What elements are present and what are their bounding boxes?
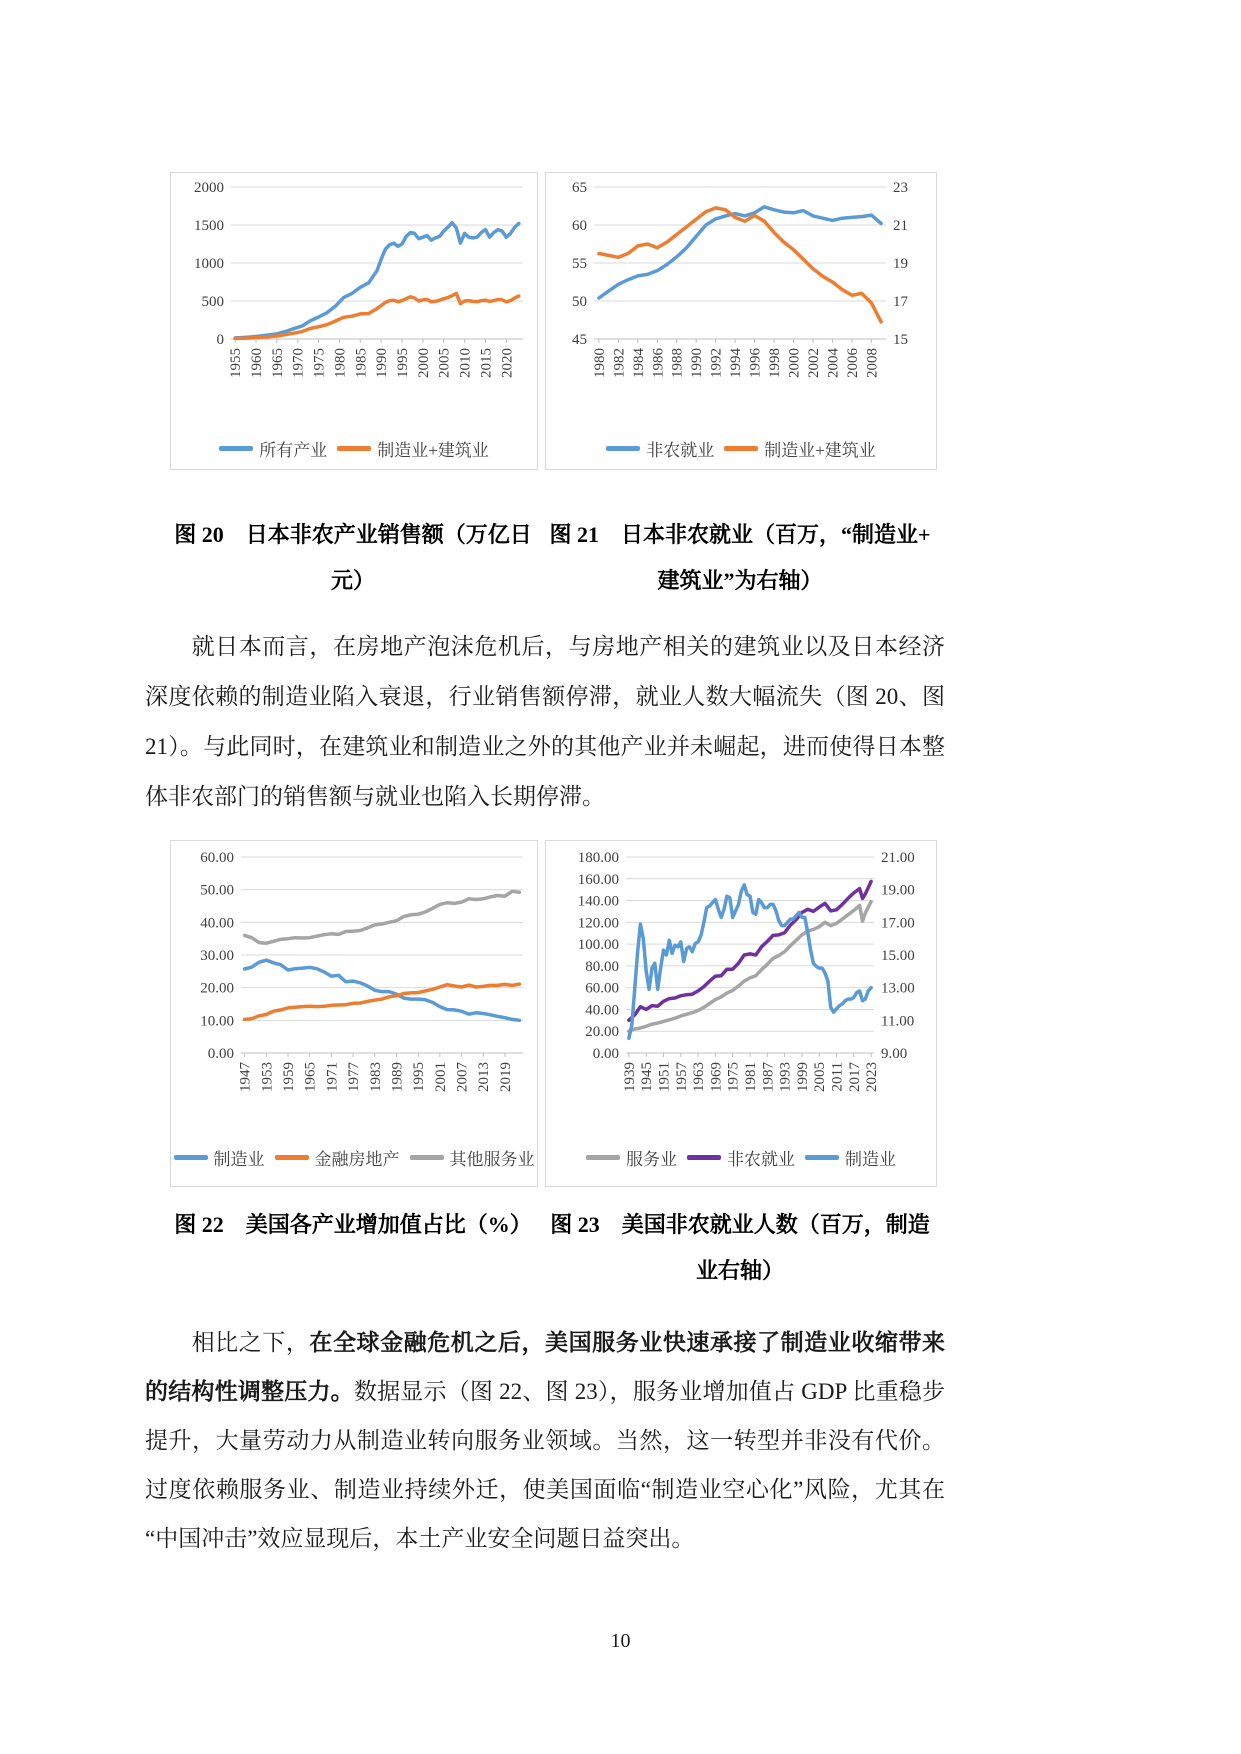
figure-22-canvas — [171, 841, 535, 1184]
line-swatch-icon — [337, 446, 371, 451]
svg-text:160.00: 160.00 — [577, 871, 619, 888]
page-number: 10 — [610, 1630, 631, 1652]
svg-text:2008: 2008 — [864, 348, 881, 378]
svg-text:1960: 1960 — [249, 348, 266, 378]
svg-text:1945: 1945 — [639, 1062, 656, 1092]
svg-text:2004: 2004 — [825, 348, 842, 378]
svg-text:15.00: 15.00 — [881, 948, 915, 964]
svg-text:1000: 1000 — [194, 256, 224, 272]
svg-text:2001: 2001 — [432, 1062, 449, 1092]
svg-text:1985: 1985 — [353, 348, 370, 378]
svg-text:65: 65 — [572, 180, 587, 196]
svg-text:60.00: 60.00 — [585, 980, 619, 997]
legend-label: 其他服务业 — [449, 1150, 535, 1169]
line-swatch-icon — [174, 1155, 208, 1160]
legend-label: 制造业 — [213, 1150, 265, 1169]
svg-text:1988: 1988 — [669, 348, 686, 378]
svg-text:20.00: 20.00 — [585, 1024, 619, 1041]
svg-text:19.00: 19.00 — [881, 882, 915, 899]
svg-text:17.00: 17.00 — [881, 915, 915, 932]
svg-text:2023: 2023 — [864, 1062, 881, 1092]
svg-text:1965: 1965 — [302, 1062, 319, 1092]
legend-label: 制造业 — [845, 1150, 896, 1169]
svg-text:1957: 1957 — [673, 1062, 690, 1092]
legend-item-nonfarm-employment — [606, 436, 714, 461]
figure-21-canvas — [546, 173, 934, 467]
figure-23-legend — [546, 1145, 936, 1170]
legend-item-services — [586, 1145, 677, 1170]
svg-text:0.00: 0.00 — [592, 1046, 619, 1062]
legend-label: 金融房地产 — [314, 1150, 400, 1169]
caption-line: 元） — [330, 568, 375, 593]
svg-text:1977: 1977 — [346, 1062, 363, 1092]
caption-line: 业右轴） — [695, 1258, 784, 1283]
svg-text:0.00: 0.00 — [207, 1046, 234, 1062]
svg-text:1984: 1984 — [630, 348, 647, 378]
figure-23-chart — [545, 840, 937, 1187]
svg-text:2015: 2015 — [478, 348, 495, 378]
svg-text:2000: 2000 — [415, 348, 432, 378]
svg-text:1971: 1971 — [324, 1062, 341, 1092]
svg-text:1969: 1969 — [708, 1062, 725, 1092]
svg-text:2005: 2005 — [812, 1062, 829, 1092]
legend-label: 所有产业 — [259, 441, 328, 460]
svg-text:55: 55 — [572, 256, 587, 272]
body-paragraph-us — [145, 1318, 945, 1563]
legend-item-manufacturing — [805, 1145, 896, 1170]
svg-text:1981: 1981 — [743, 1062, 759, 1092]
svg-text:50: 50 — [572, 294, 587, 310]
svg-text:1990: 1990 — [689, 348, 706, 378]
svg-text:1992: 1992 — [708, 348, 725, 378]
svg-text:140.00: 140.00 — [577, 893, 619, 910]
svg-text:21.00: 21.00 — [881, 850, 915, 866]
svg-text:1953: 1953 — [259, 1062, 276, 1092]
caption-line: 建筑业”为右轴） — [657, 568, 823, 593]
caption-line: 图 22 美国各产业增加值占比（%） — [174, 1212, 532, 1237]
legend-label: 制造业+建筑业 — [377, 441, 489, 460]
legend-label: 非农就业 — [646, 441, 715, 460]
svg-text:180.00: 180.00 — [577, 850, 619, 866]
svg-text:20.00: 20.00 — [200, 980, 234, 997]
svg-text:60.00: 60.00 — [200, 850, 234, 866]
svg-text:2006: 2006 — [844, 348, 861, 378]
line-swatch-icon — [219, 446, 253, 451]
line-swatch-icon — [410, 1155, 444, 1160]
svg-text:1994: 1994 — [728, 348, 745, 378]
legend-item-manufacturing — [174, 1145, 265, 1170]
svg-text:1500: 1500 — [194, 218, 224, 234]
svg-text:19: 19 — [893, 256, 908, 272]
svg-text:1959: 1959 — [281, 1062, 297, 1092]
figure-20-legend — [171, 436, 537, 461]
line-swatch-icon — [606, 446, 640, 451]
svg-text:1983: 1983 — [367, 1062, 384, 1092]
figure-23-caption — [545, 1202, 935, 1294]
svg-text:2020: 2020 — [499, 348, 516, 378]
legend-item-nonfarm-employment — [687, 1145, 795, 1170]
svg-text:1996: 1996 — [747, 348, 764, 378]
svg-text:2002: 2002 — [806, 348, 822, 378]
svg-text:1947: 1947 — [237, 1062, 254, 1092]
caption-line: 图 21 日本非农就业（百万，“制造业+ — [549, 522, 931, 547]
svg-text:0: 0 — [216, 332, 224, 348]
svg-text:1955: 1955 — [228, 348, 245, 378]
figure-22-caption — [170, 1202, 536, 1248]
svg-text:2000: 2000 — [786, 348, 803, 378]
svg-text:45: 45 — [572, 332, 587, 348]
paragraph-bold-text: 在全球金融危机之后，美国服务业快速承接了制造业收缩带来的结构性调整压力。 — [145, 1330, 945, 1404]
svg-text:1980: 1980 — [591, 348, 608, 378]
svg-text:13.00: 13.00 — [881, 980, 915, 997]
figure-20-caption — [170, 512, 536, 604]
legend-item-all-industries — [219, 436, 327, 461]
paragraph-text: 数据显示（图 22、图 23），服务业增加值占 GDP 比重稳步提升，大量劳动力从制造业转向服务业领域。当然，这一转型并非没有代价。过度依赖服务业、制造业持续外迁，使美国面临“制造业空心化”风险，尤其在 “中国冲击”效应显现后，本土产业安全问题日益突出。 — [145, 1379, 945, 1551]
caption-line: 图 23 美国非农就业人数（百万，制造 — [550, 1212, 930, 1237]
svg-text:1951: 1951 — [656, 1062, 673, 1092]
svg-text:2000: 2000 — [194, 180, 224, 196]
svg-text:1975: 1975 — [311, 348, 328, 378]
line-swatch-icon — [687, 1155, 721, 1160]
paragraph-text: 相比之下， — [191, 1330, 310, 1355]
paragraph-text: 就日本而言，在房地产泡沫危机后，与房地产相关的建筑业以及日本经济深度依赖的制造业陷入衰退，行业销售额停滞，就业人数大幅流失（图 20、图 21）。与此同时，在建筑业和制造业之外的其他产业并未崛起，进而使得日本整体非农部门的销售额与就业也陷入长期停滞。 — [145, 634, 945, 809]
svg-text:60: 60 — [572, 218, 587, 234]
svg-text:1970: 1970 — [290, 348, 307, 378]
svg-text:15: 15 — [893, 332, 908, 348]
caption-line: 图 20 日本非农产业销售额（万亿日 — [174, 522, 532, 547]
figure-23-canvas — [546, 841, 934, 1184]
figure-20-chart — [170, 172, 538, 470]
svg-text:1995: 1995 — [411, 1062, 428, 1092]
legend-label: 服务业 — [626, 1150, 677, 1169]
svg-text:2013: 2013 — [476, 1062, 493, 1092]
figure-22-chart — [170, 840, 538, 1187]
svg-text:9.00: 9.00 — [881, 1046, 908, 1062]
line-swatch-icon — [724, 446, 758, 451]
legend-item-manufacturing-construction — [337, 436, 489, 461]
legend-label: 制造业+建筑业 — [764, 441, 876, 460]
svg-text:2019: 2019 — [497, 1062, 514, 1092]
svg-text:1998: 1998 — [767, 348, 784, 378]
figure-22-legend — [171, 1145, 537, 1170]
svg-text:500: 500 — [201, 294, 224, 310]
svg-text:1982: 1982 — [611, 348, 628, 378]
svg-text:1939: 1939 — [621, 1062, 638, 1092]
svg-text:23: 23 — [893, 180, 908, 196]
svg-text:1975: 1975 — [725, 1062, 742, 1092]
svg-text:10.00: 10.00 — [200, 1013, 234, 1030]
svg-text:1963: 1963 — [691, 1062, 708, 1092]
svg-text:1987: 1987 — [760, 1062, 777, 1092]
svg-text:30.00: 30.00 — [200, 948, 234, 964]
svg-text:11.00: 11.00 — [881, 1013, 915, 1030]
line-swatch-icon — [275, 1155, 309, 1160]
svg-text:1999: 1999 — [794, 1062, 811, 1092]
svg-text:2005: 2005 — [436, 348, 453, 378]
legend-label: 非农就业 — [727, 1150, 795, 1169]
svg-text:2010: 2010 — [457, 348, 474, 378]
svg-text:40.00: 40.00 — [200, 915, 234, 932]
legend-item-finance-real-estate — [275, 1145, 400, 1170]
svg-text:120.00: 120.00 — [577, 915, 619, 932]
svg-text:2017: 2017 — [846, 1062, 863, 1092]
svg-text:2007: 2007 — [454, 1062, 471, 1092]
svg-text:1986: 1986 — [650, 348, 667, 378]
figure-20-canvas — [171, 173, 535, 467]
svg-text:1989: 1989 — [389, 1062, 406, 1092]
svg-text:17: 17 — [893, 294, 908, 310]
body-paragraph-japan — [145, 622, 945, 822]
legend-item-other-services — [410, 1145, 535, 1170]
svg-text:1980: 1980 — [332, 348, 349, 378]
figure-21-caption — [545, 512, 935, 604]
svg-text:21: 21 — [893, 218, 908, 234]
legend-item-manufacturing-construction — [724, 436, 876, 461]
figure-21-legend — [546, 436, 936, 461]
svg-text:1965: 1965 — [269, 348, 286, 378]
line-swatch-icon — [586, 1155, 620, 1160]
line-swatch-icon — [805, 1155, 839, 1160]
svg-text:80.00: 80.00 — [585, 958, 619, 975]
svg-text:40.00: 40.00 — [585, 1002, 619, 1019]
svg-text:1993: 1993 — [777, 1062, 794, 1092]
svg-text:50.00: 50.00 — [200, 882, 234, 899]
svg-text:2011: 2011 — [829, 1062, 846, 1092]
svg-text:1995: 1995 — [395, 348, 412, 378]
figure-21-chart — [545, 172, 937, 470]
svg-text:1990: 1990 — [374, 348, 391, 378]
svg-text:100.00: 100.00 — [577, 937, 619, 954]
